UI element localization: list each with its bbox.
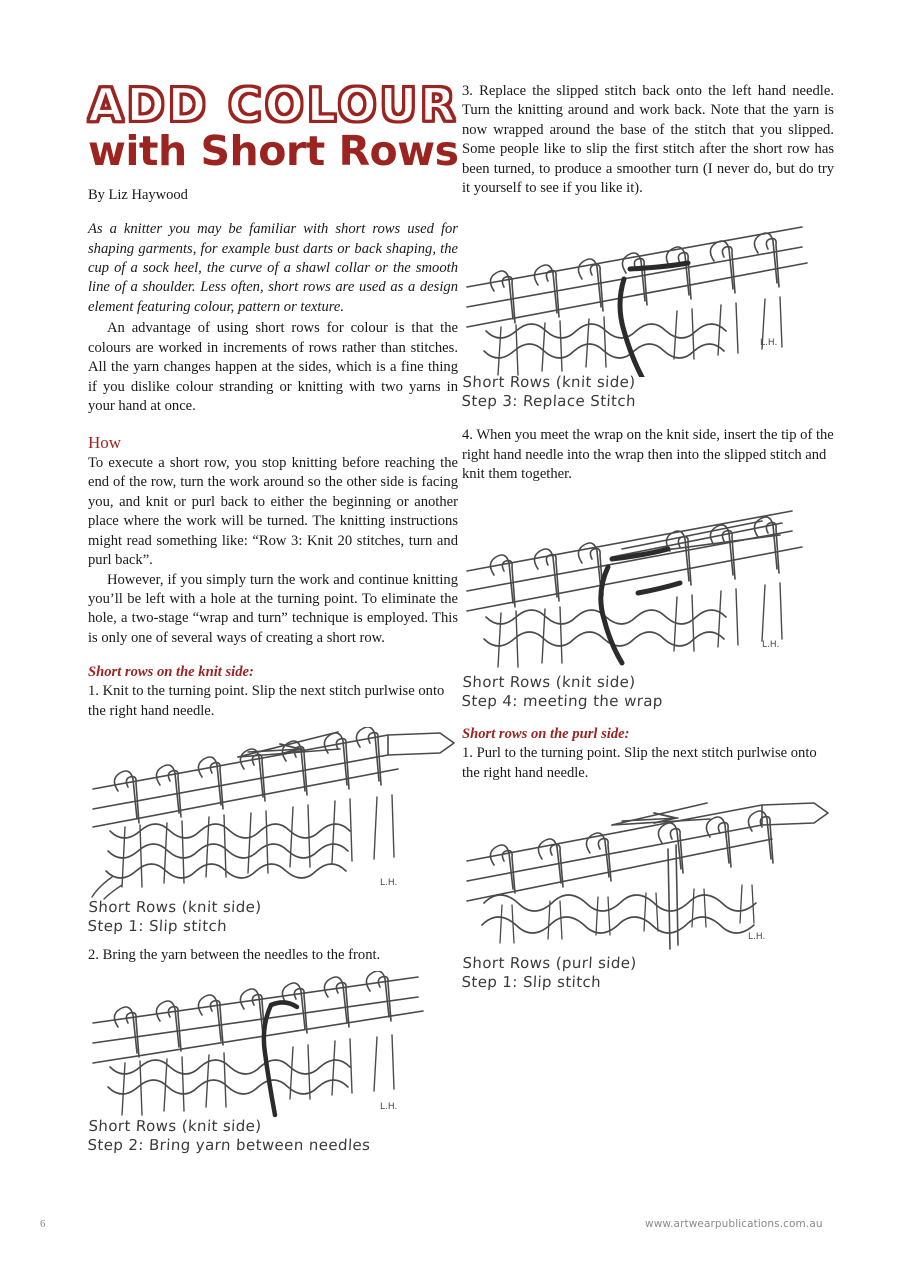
how-paragraph-1: To execute a short row, you stop knitting before reaching the end of the row, turn the work around so the other side is facing you, and knit or purl back to either the beginning or another place where the work will be turned. The knitting instructions might read something like: “Row 3: Knit 20 stitches, turn and purl back”. (88, 454, 458, 569)
page-title-line2: with Short Rows (88, 127, 459, 175)
figure-4-caption-line2: Step 4: meeting the wrap (461, 691, 664, 710)
dark-yarn-wrap (601, 549, 680, 663)
figure-1-caption-line1: Short Rows (knit side) (88, 898, 263, 917)
byline: By Liz Haywood (88, 187, 188, 204)
figure-knit-step-2 (88, 971, 458, 1121)
left-column (87, 78, 459, 1155)
figure-2-caption-line2: Step 2: Bring yarn between needles (87, 1136, 371, 1155)
figure-knit-step-3 (462, 217, 834, 377)
figure-knit-step-1 (88, 727, 458, 902)
knitting-diagram-knit-step1 (88, 727, 458, 902)
subhead-knit-side: Short rows on the knit side: (88, 664, 254, 681)
figure-purl-step-1 (462, 793, 834, 958)
knitting-diagram-knit-step3 (462, 217, 834, 377)
figure-knit-step-4 (462, 497, 834, 677)
how-paragraph-2: However, if you simply turn the work and continue knitting you’ll be left with a hole at the turning point. To eliminate the hole, a two-stage “wrap and turn” technique is employed. This is only one of several ways of creating a short row. (88, 571, 458, 646)
knit-step-1: 1. Knit to the turning point. Slip the next stitch purlwise onto the right hand needle. (88, 683, 445, 719)
figure-signature: L.H. (762, 639, 780, 650)
figure-2-caption (87, 1117, 459, 1155)
footer-website[interactable]: www.artwearpublications.com.au (645, 1218, 823, 1230)
dark-yarn-wrap (620, 263, 688, 377)
figure-1-caption-line2: Step 1: Slip stitch (87, 917, 228, 936)
figure-5-caption (461, 954, 835, 992)
figure-4-caption-line1: Short Rows (knit side) (462, 672, 637, 691)
section-heading-how: How (88, 432, 122, 452)
figure-signature: L.H. (380, 1102, 398, 1113)
figure-3-caption (461, 373, 835, 411)
right-column (462, 82, 834, 992)
intro-paragraph: As a knitter you may be familiar with short rows used for shaping garments, for example bust darts or back shaping, the cup of a sock heel, the curve of a shawl collar or the smooth line of a shoulder. Less often, short rows are used as a design element featuring colour, pattern or texture. (88, 221, 458, 315)
page-number: 6 (40, 1218, 46, 1230)
purl-step-1: 1. Purl to the turning point. Slip the next stitch purlwise onto the right hand needle. (462, 745, 817, 781)
knit-step-3: 3. Replace the slipped stitch back onto the left hand needle. Turn the knitting around and work back. Note that the yarn is now wrapped around the base of the stitch that you slipped. Some people like to slip the first stitch after the short row has been turned, to produce a smoother turn (I never do, but do try it yourself to see if you like it). (462, 83, 834, 197)
knit-step-2: 2. Bring the yarn between the needles to the front. (88, 946, 381, 963)
figure-4-caption (461, 673, 835, 711)
figure-signature: L.H. (380, 878, 398, 889)
figure-3-caption-line1: Short Rows (knit side) (462, 372, 637, 391)
subhead-purl-side: Short rows on the purl side: (462, 726, 630, 743)
knit-step-4: 4. When you meet the wrap on the knit side, insert the tip of the right hand needle into the wrap then into the slipped stitch and knit them together. (462, 427, 834, 483)
page-title-line1: ADD COLOUR (88, 78, 459, 132)
figure-1-caption (87, 898, 459, 936)
figure-3-caption-line2: Step 3: Replace Stitch (461, 391, 637, 410)
advantage-paragraph: An advantage of using short rows for colour is that the colours are worked in increments of rows rather than stitches. All the yarn changes happen at the sides, which is a fine thing if you dislike colour stranding or knitting with two yarns in your hand at once. (88, 320, 458, 415)
figure-2-caption-line1: Short Rows (knit side) (88, 1117, 263, 1136)
figure-5-caption-line2: Step 1: Slip stitch (461, 972, 602, 991)
knitting-diagram-knit-step4 (462, 497, 834, 677)
figure-signature: L.H. (760, 337, 778, 348)
figure-5-caption-line1: Short Rows (purl side) (462, 954, 638, 973)
knitting-diagram-purl-step1 (462, 793, 834, 958)
knitting-diagram-knit-step2 (88, 971, 458, 1121)
figure-signature: L.H. (748, 932, 766, 943)
